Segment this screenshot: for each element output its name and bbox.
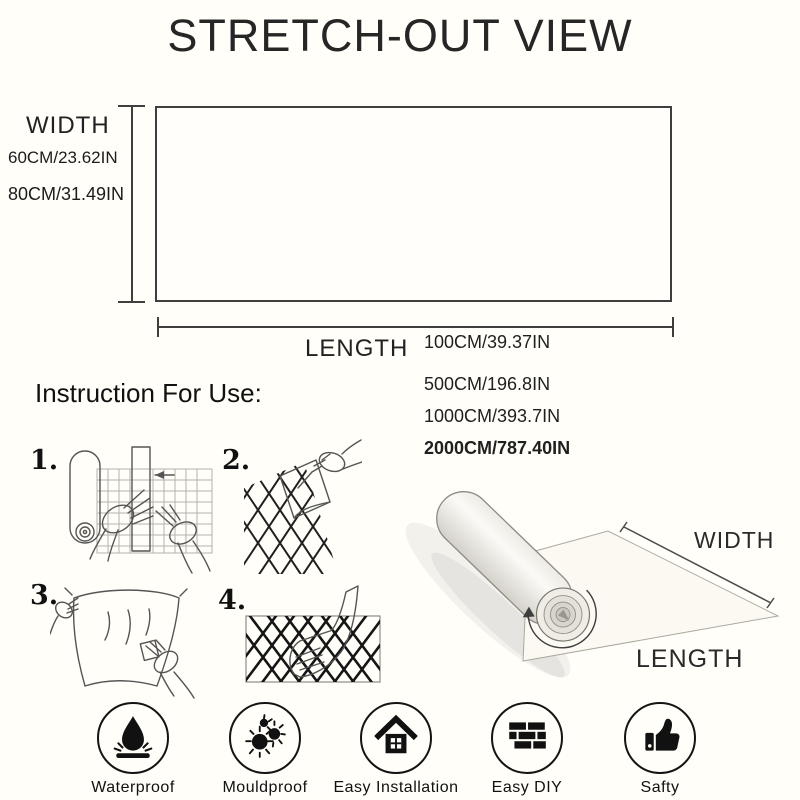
length-value: 2000CM/787.40IN: [424, 438, 571, 458]
width-dimension-cap-bottom: [118, 301, 145, 303]
width-label: WIDTH: [26, 112, 110, 139]
roll-width-label: WIDTH: [694, 527, 775, 553]
width-dimension-line: [131, 106, 133, 303]
thumbs-up-icon: [637, 713, 683, 764]
step-number-1: 1.: [30, 445, 59, 476]
feature-easy-diy: [457, 702, 597, 797]
width-value: 60CM/23.62IN: [8, 148, 118, 167]
house-icon: [373, 713, 419, 764]
feature-label: Waterproof: [91, 779, 175, 796]
length-label: LENGTH: [305, 335, 409, 362]
feature-label: Easy DIY: [491, 779, 563, 796]
length-value: 1000CM/393.7IN: [424, 406, 561, 426]
length-value: 500CM/196.8IN: [424, 374, 551, 394]
feature-easy-installation: [326, 702, 466, 797]
press-and-smooth-icon: [242, 584, 386, 696]
waterproof-drop-icon: [110, 713, 156, 764]
width-dimension-cap-top: [118, 105, 145, 107]
feature-circle: [360, 702, 432, 774]
feature-circle: [624, 702, 696, 774]
feature-label: Easy Installation: [333, 779, 459, 796]
feature-label: Mouldproof: [222, 779, 308, 796]
feature-label: Safty: [640, 779, 680, 796]
feature-waterproof: [63, 702, 203, 797]
step-number-3: 3.: [30, 580, 59, 611]
step-number-2: 2.: [222, 445, 251, 476]
feature-mouldproof: [195, 702, 335, 797]
measure-and-cut-roll-icon: [52, 441, 222, 579]
feature-circle: [97, 702, 169, 774]
mat-outline-rect: [155, 106, 672, 302]
bricks-icon: [504, 713, 550, 764]
page-title: STRETCH-OUT VIEW: [167, 10, 633, 61]
instructions-heading: Instruction For Use:: [35, 378, 262, 408]
length-value: 100CM/39.37IN: [424, 332, 551, 352]
peel-off-backing-icon: [242, 436, 362, 578]
mould-spores-icon: [242, 713, 288, 764]
roll-length-label: LENGTH: [636, 645, 744, 673]
step-number-4: 4.: [218, 585, 247, 616]
width-value: 80CM/31.49IN: [8, 184, 125, 204]
position-sheet-on-wall-icon: [50, 582, 200, 700]
feature-safty: [590, 702, 730, 797]
length-dimension-cap-right: [672, 317, 674, 337]
feature-circle: [229, 702, 301, 774]
feature-circle: [491, 702, 563, 774]
length-dimension-line: [158, 326, 674, 328]
length-dimension-cap-left: [157, 317, 159, 337]
